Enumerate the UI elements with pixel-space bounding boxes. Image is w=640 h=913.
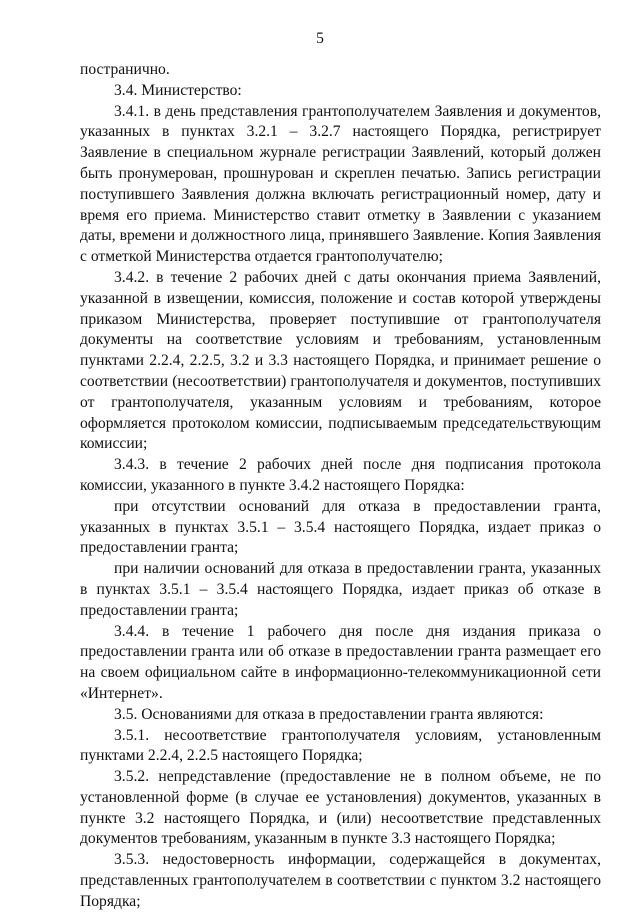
paragraph-3-5-2: 3.5.2. непредставление (предоставление не в полном объеме, не по установленной форме (в случае ее установления) документов, указанных в пункте 3.2 настоящего Порядка, и (или) несоответствие представленных документов требованиям, указанным в пункте 3.3 настоящего Порядка; xyxy=(80,768,601,848)
paragraph-3-5: 3.5. Основаниями для отказа в предоставлении гранта являются: xyxy=(114,705,544,723)
paragraph-3-5-3: 3.5.3. недостоверность информации, содержащейся в документах, представленных грантополучателем в соответствии с пунктом 3.2 настоящего Порядка; xyxy=(80,851,601,910)
paragraph-continuation: постранично. xyxy=(80,61,170,78)
page-number: 5 xyxy=(316,30,324,47)
paragraph-3-4-2: 3.4.2. в течение 2 рабочих дней с даты окончания приема Заявлений, указанной в извещении, комиссия, положение и состав которой утверждены приказом Министерства, проверяет поступившие от грантополучателя документы на соответствие условиям и требованиям, установленным пунктами 2.2.4, 2.2.5, 3.2 и 3.3 настоящего Порядка, и принимает решение о соответствии (несоответствии) грантополучателя и документов, поступивших от грантополучателя, указанным условиям и требованиям, которое оформляется протоколом комиссии, подписываемым председательствующим комиссии; xyxy=(80,268,601,453)
paragraph-no-refusal-grounds: при отсутствии оснований для отказа в предоставлении гранта, указанных в пунктах 3.5.1 – 3.5.4 настоящего Порядка, издает приказ о предоставлении гранта; xyxy=(80,497,601,557)
paragraph-refusal-grounds: при наличии оснований для отказа в предоставлении гранта, указанных в пунктах 3.5.1 – 3.5.4 настоящего Порядка, издает приказ об отказе в предоставлении гранта; xyxy=(80,560,601,619)
paragraph-3-4-4: 3.4.4. в течение 1 рабочего дня после дня издания приказа о предоставлении гранта или об отказе в предоставлении гранта размещает его на своем официальном сайте в информационно-телекоммуникационной сети «Интернет». xyxy=(80,622,601,702)
document-body xyxy=(80,60,601,913)
paragraph-3-4: 3.4. Министерство: xyxy=(114,81,242,99)
paragraph-3-4-1: 3.4.1. в день представления грантополучателем Заявления и документов, указанных в пунктах 3.2.1 – 3.2.7 настоящего Порядка, регистрирует Заявление в специальном журнале регистрации Заявлений, который должен быть пронумерован, прошнурован и скреплен печатью. Запись регистрации поступившего Заявления должна включать регистрационный номер, дату и время его приема. Министерство ставит отметку в Заявлении с указанием даты, времени и должностного лица, принявшего Заявление. Копия Заявления с отметкой Министерства отдается грантополучателю; xyxy=(80,102,601,266)
paragraph-3-4-3: 3.4.3. в течение 2 рабочих дней после дня подписания протокола комиссии, указанного в пункте 3.4.2 настоящего Порядка: xyxy=(80,456,601,494)
paragraph-3-5-1: 3.5.1. несоответствие грантополучателя условиям, установленным пунктами 2.2.4, 2.2.5 настоящего Порядка; xyxy=(80,726,601,765)
